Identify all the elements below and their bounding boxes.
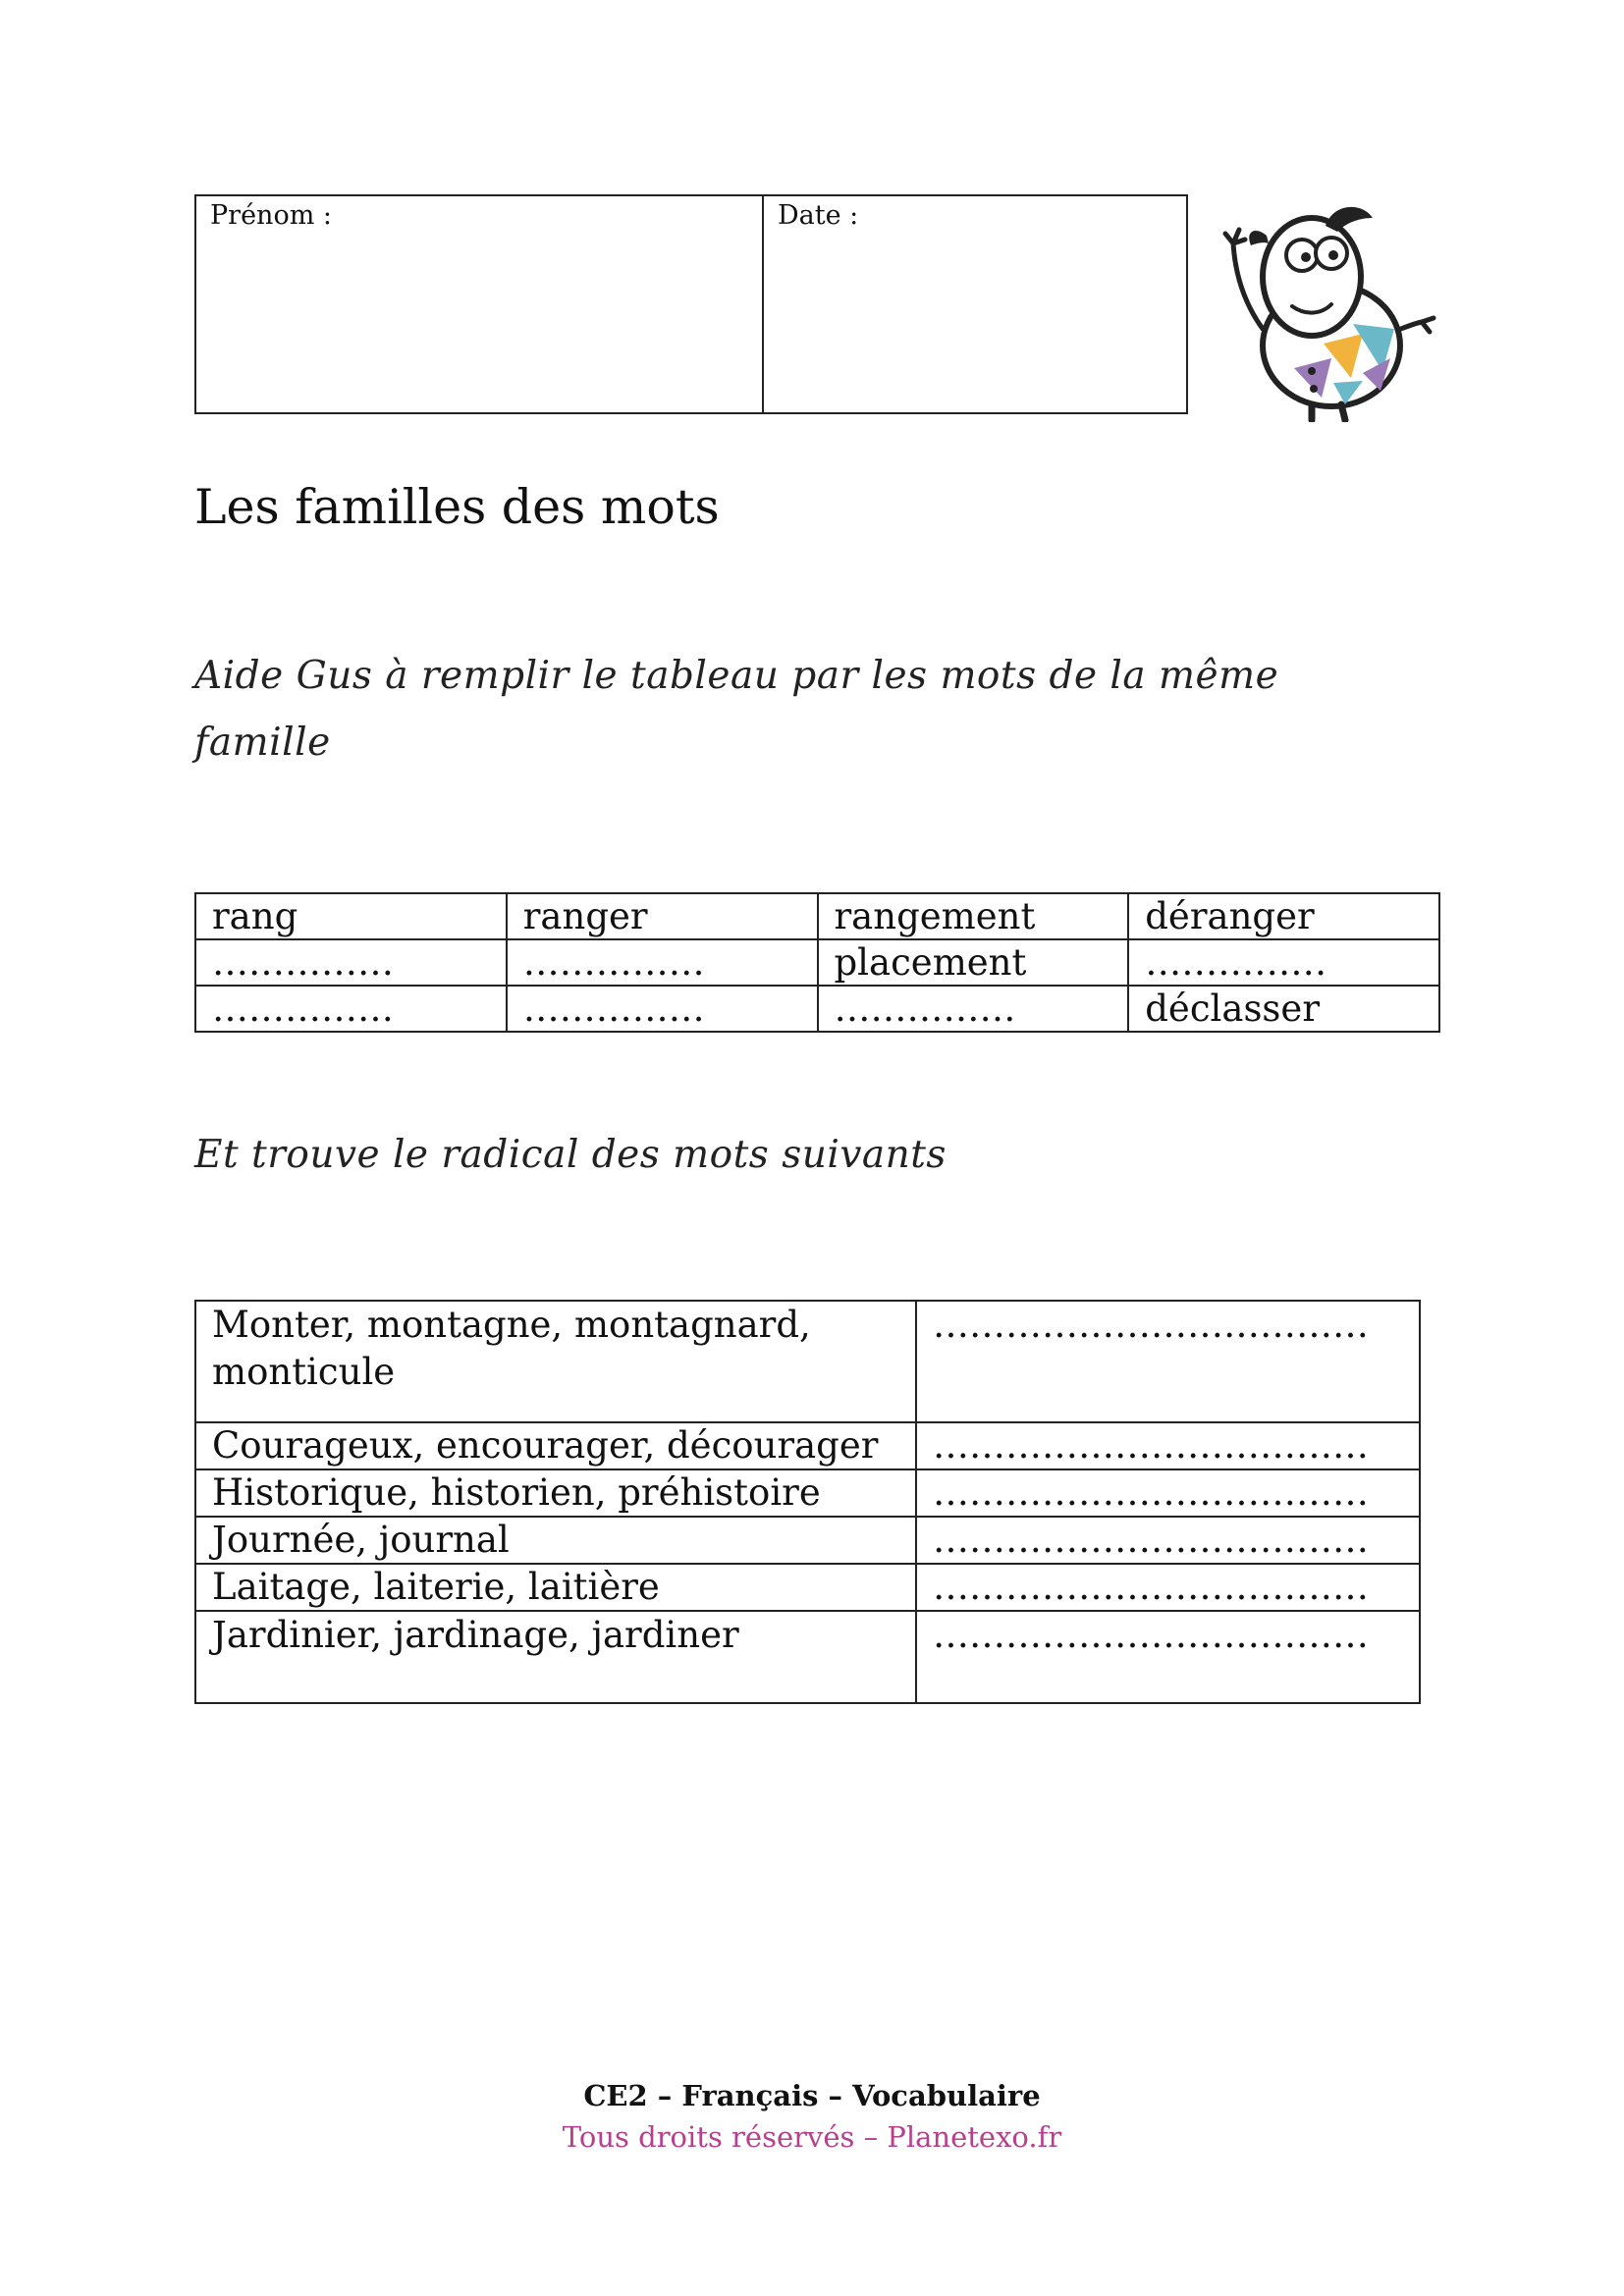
table-row	[195, 939, 1439, 986]
word-list: Monter, montagne, montagnard, monticule	[195, 1301, 916, 1422]
answer-blank[interactable]: ……………	[507, 939, 818, 986]
table-cell: placement	[818, 939, 1129, 986]
table-row	[195, 893, 1439, 939]
family-table	[194, 892, 1440, 1033]
page-title: Les familles des mots	[194, 479, 720, 535]
word-list: Journée, journal	[195, 1517, 916, 1564]
name-date-box	[194, 194, 1188, 414]
table-row	[195, 1611, 1420, 1703]
prenom-label: Prénom :	[210, 200, 332, 231]
table-row	[195, 1564, 1420, 1611]
answer-blank[interactable]: ………………………………	[916, 1469, 1420, 1517]
date-label: Date :	[778, 200, 859, 231]
answer-blank[interactable]: ………………………………	[916, 1564, 1420, 1611]
radical-table	[194, 1300, 1421, 1704]
footer-copyright: Tous droits réservés – Planetexo.fr	[562, 2120, 1062, 2154]
prenom-field[interactable]	[195, 195, 763, 413]
table-cell: déclasser	[1128, 986, 1439, 1032]
answer-blank[interactable]: ……………	[195, 986, 507, 1032]
answer-blank[interactable]: ……………	[818, 986, 1129, 1032]
answer-blank[interactable]: ………………………………	[916, 1517, 1420, 1564]
word-list: Jardinier, jardinage, jardiner	[195, 1611, 916, 1703]
sheep-mascot-icon	[1216, 196, 1441, 422]
table-cell: rangement	[818, 893, 1129, 939]
answer-blank[interactable]: ……………	[1128, 939, 1439, 986]
answer-blank[interactable]: ………………………………	[916, 1422, 1420, 1469]
word-list: Laitage, laiterie, laitière	[195, 1564, 916, 1611]
word-list: Historique, historien, préhistoire	[195, 1469, 916, 1517]
date-field[interactable]	[763, 195, 1187, 413]
footer-subject: CE2 – Français – Vocabulaire	[583, 2079, 1041, 2112]
word-list: Courageux, encourager, décourager	[195, 1422, 916, 1469]
table-row	[195, 1469, 1420, 1517]
instruction-radical: Et trouve le radical des mots suivants	[194, 1133, 947, 1177]
answer-blank[interactable]: ……………	[195, 939, 507, 986]
table-row	[195, 1301, 1420, 1422]
table-row	[195, 986, 1439, 1032]
answer-blank[interactable]: ………………………………	[916, 1301, 1420, 1422]
table-row	[195, 1517, 1420, 1564]
table-cell: rang	[195, 893, 507, 939]
table-cell: ranger	[507, 893, 818, 939]
table-cell: déranger	[1128, 893, 1439, 939]
instruction-family: Aide Gus à remplir le tableau par les mots de la même famille	[194, 654, 1279, 765]
table-row	[195, 1422, 1420, 1469]
answer-blank[interactable]: ………………………………	[916, 1611, 1420, 1703]
answer-blank[interactable]: ……………	[507, 986, 818, 1032]
